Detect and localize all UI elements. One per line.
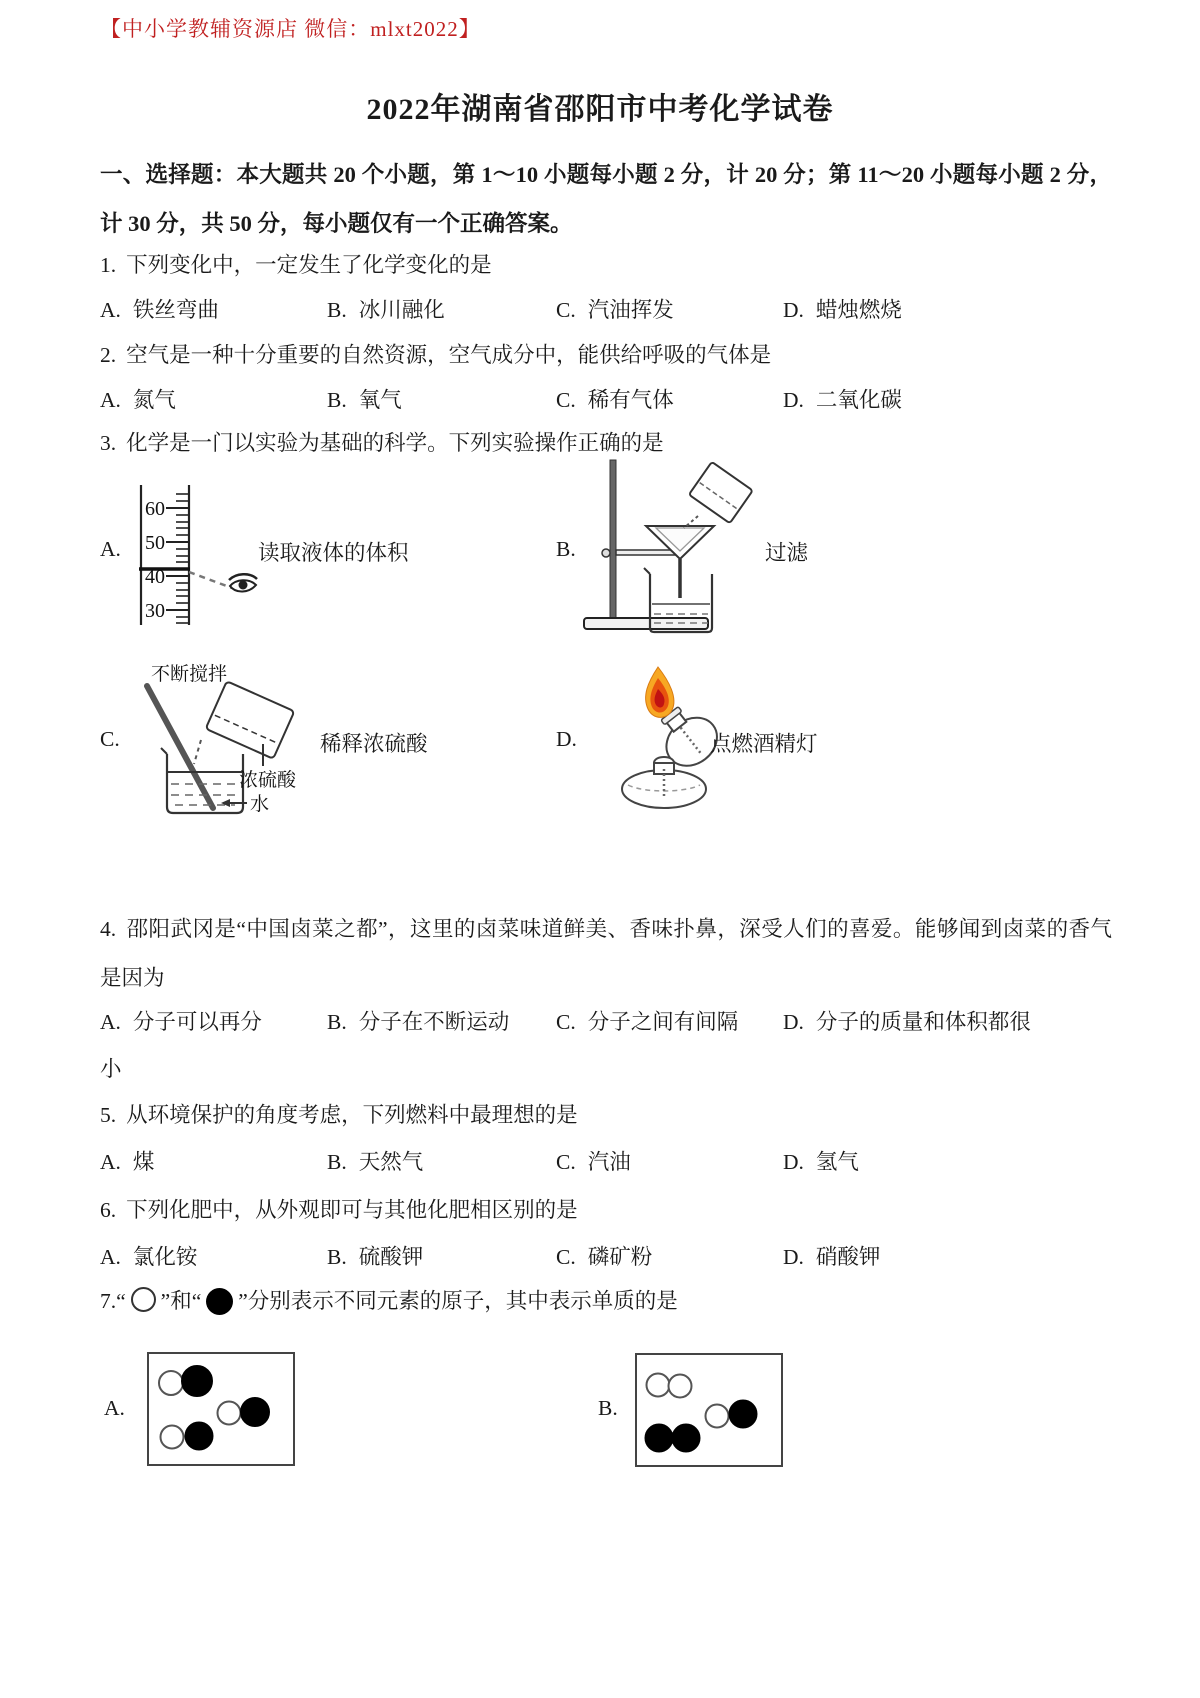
section-intro: 一、选择题：本大题共 20 个小题，第 1～10 小题每小题 2 分，计 20 分；第 11～20 小题每小题 2 分，计 30 分，共 50 分，每小题仅有一个正确答案。 [100,162,1112,236]
q2-option-b-label: B. [327,388,347,412]
q2-option-a-label: A. [100,388,121,412]
q3-figure-d-caption: 点燃酒精灯 [710,732,818,756]
store-watermark: 【中小学教辅资源店 微信：mlxt2022】 [100,17,481,41]
acid-stream [194,740,201,764]
q4-option-b [327,1005,556,1036]
q3-figure-c-label: C. [100,727,120,751]
q5-option-b-text: 天然气 [358,1150,424,1174]
white-atom [218,1402,241,1425]
q5-option-a-text: 煤 [132,1150,155,1174]
q2-option-b [327,383,556,414]
q5-option-d-text: 氢气 [815,1150,859,1174]
cylinder-scale-numbers [145,498,165,622]
q6-option-a-text: 氯化铵 [132,1245,198,1269]
q6-text: 下列化肥中，从外观即可与其他化肥相区别的是 [126,1198,578,1222]
q2-option-a-text: 氮气 [132,388,176,412]
dilution-figure [135,660,330,825]
stand-pole [610,460,616,618]
q7-number: 7. [100,1289,117,1313]
q4-stem [100,905,1112,1003]
q2-option-c-text: 稀有气体 [587,388,674,412]
q5-option-d [783,1145,1112,1176]
q7-tail: ”分别表示不同元素的原子，其中表示单质的是 [238,1289,678,1313]
q6-option-b-label: B. [327,1245,347,1269]
q6-option-c-text: 磷矿粉 [587,1245,653,1269]
q1-stem [100,248,1112,279]
q1-option-a [100,293,327,324]
q2-option-c [556,383,783,414]
q1-options-row [100,293,1112,324]
white-atom [669,1375,692,1398]
q5-option-c-text: 汽油 [587,1150,631,1174]
q1-option-b [327,293,556,324]
acid-beaker [206,681,295,759]
q3-figure-a-label: A. [100,537,121,561]
q4-option-d-text: 分子的质量和体积都很 [815,1010,1031,1034]
q7-stem [100,1284,1112,1315]
white-atom [706,1405,729,1428]
glass-rod [147,686,213,808]
q2-option-b-text: 氧气 [358,388,402,412]
funnel [646,526,714,598]
black-atom [673,1425,700,1452]
q1-option-d-label: D. [783,298,804,322]
q1-option-d-text: 蜡烛燃烧 [815,298,902,322]
q5-text: 从环境保护的角度考虑，下列燃料中最理想的是 [126,1103,578,1127]
q1-option-a-text: 铁丝弯曲 [132,298,219,322]
white-atom-icon [131,1287,156,1312]
q4-option-c [556,1005,783,1036]
q1-option-a-label: A. [100,298,121,322]
q2-options-row [100,383,1112,414]
q2-option-d [783,383,1112,414]
q5-stem [100,1098,1112,1129]
black-atom [730,1401,757,1428]
q6-number: 6. [100,1198,117,1222]
q7-diagram-b-molecule-box [635,1353,783,1467]
stand-base [584,618,708,629]
scale-40: 40 [145,566,165,588]
q7-diagram-a-molecule-box [147,1352,295,1466]
q4-option-a-text: 分子可以再分 [132,1010,262,1034]
white-atom [159,1371,183,1395]
q2-text: 空气是一种十分重要的自然资源，空气成分中，能供给呼吸的气体是 [126,343,772,367]
q4-option-d-overflow: 小 [100,1057,122,1081]
black-atom-icon [206,1288,233,1315]
q3-figure-a-caption: 读取液体的体积 [258,541,409,565]
acid-label: 浓硫酸 [239,770,297,791]
q2-stem [100,338,1112,369]
q1-option-c-text: 汽油挥发 [587,298,674,322]
q2-option-d-text: 二氧化碳 [815,388,902,412]
q1-option-b-text: 冰川融化 [358,298,445,322]
q5-option-b [327,1145,556,1176]
q3-stem [100,426,1112,457]
q1-option-d [783,293,1112,324]
q4-option-c-label: C. [556,1010,576,1034]
filtration-figure [580,456,760,638]
q2-option-a [100,383,327,414]
q4-options-row [100,1005,1112,1036]
q5-option-a-label: A. [100,1150,121,1174]
q4-option-d [783,1005,1112,1036]
q6-option-a-label: A. [100,1245,121,1269]
scale-60: 60 [145,498,165,520]
black-atom [646,1425,673,1452]
q6-option-a [100,1240,327,1271]
q4-option-a-label: A. [100,1010,121,1034]
q6-option-d [783,1240,1112,1271]
black-atom [186,1423,213,1450]
q3-figure-d-label: D. [556,727,577,751]
q2-option-c-label: C. [556,388,576,412]
page-title: 2022年湖南省邵阳市中考化学试卷 [366,93,834,126]
q4-option-b-text: 分子在不断运动 [358,1010,510,1034]
white-atom [161,1426,184,1449]
black-atom [182,1366,212,1396]
black-atom [241,1398,269,1426]
q1-option-b-label: B. [327,298,347,322]
q7-diagram-a-label: A. [104,1396,125,1420]
q4-number: 4. [100,917,117,941]
q7-quote-open: “ [116,1289,126,1313]
q5-options-row [100,1145,1112,1176]
q6-option-c-label: C. [556,1245,576,1269]
q5-option-b-label: B. [327,1150,347,1174]
q4-option-b-label: B. [327,1010,347,1034]
cylinder-major-ticks [166,508,189,610]
q3-figure-b-label: B. [556,537,576,561]
q6-option-d-text: 硝酸钾 [815,1245,881,1269]
q1-option-c-label: C. [556,298,576,322]
q6-options-row [100,1240,1112,1271]
q7-between: ”和“ [160,1289,202,1313]
pouring-beaker [689,462,753,523]
q2-number: 2. [100,343,117,367]
q4-text: 邵阳武冈是“中国卤菜之都”，这里的卤菜味道鲜美、香味扑鼻，深受人们的喜爱。能够闻到卤菜的香气是因为 [100,917,1112,990]
q5-option-c-label: C. [556,1150,576,1174]
q6-option-b-text: 硫酸钾 [358,1245,424,1269]
sight-line [189,572,232,588]
scale-30: 30 [145,600,165,622]
flame-icon [646,667,674,717]
q6-option-b [327,1240,556,1271]
q3-text: 化学是一门以实验为基础的科学。下列实验操作正确的是 [126,431,664,455]
q3-number: 3. [100,431,117,455]
q5-number: 5. [100,1103,117,1127]
q4-option-d-label: D. [783,1010,804,1034]
q5-option-a [100,1145,327,1176]
white-atom [647,1374,670,1397]
q6-option-d-label: D. [783,1245,804,1269]
cylinder-minor-ticks [176,494,189,623]
q1-option-c [556,293,783,324]
q3-figure-c-caption: 稀释浓硫酸 [320,732,428,756]
eye-icon [229,574,257,591]
q3-figure-b-caption: 过滤 [765,541,809,565]
q4-option-c-text: 分子之间有间隔 [587,1010,739,1034]
q4-option-a [100,1005,327,1036]
q2-option-d-label: D. [783,388,804,412]
q1-text: 下列变化中，一定发生了化学变化的是 [126,253,492,277]
q5-option-d-label: D. [783,1150,804,1174]
stir-label: 不断搅拌 [151,664,228,685]
scale-50: 50 [145,532,165,554]
water-label: 水 [250,794,270,815]
q5-option-c [556,1145,783,1176]
q6-stem [100,1193,1112,1224]
q6-option-c [556,1240,783,1271]
q1-number: 1. [100,253,117,277]
q7-diagram-b-label: B. [598,1396,618,1420]
